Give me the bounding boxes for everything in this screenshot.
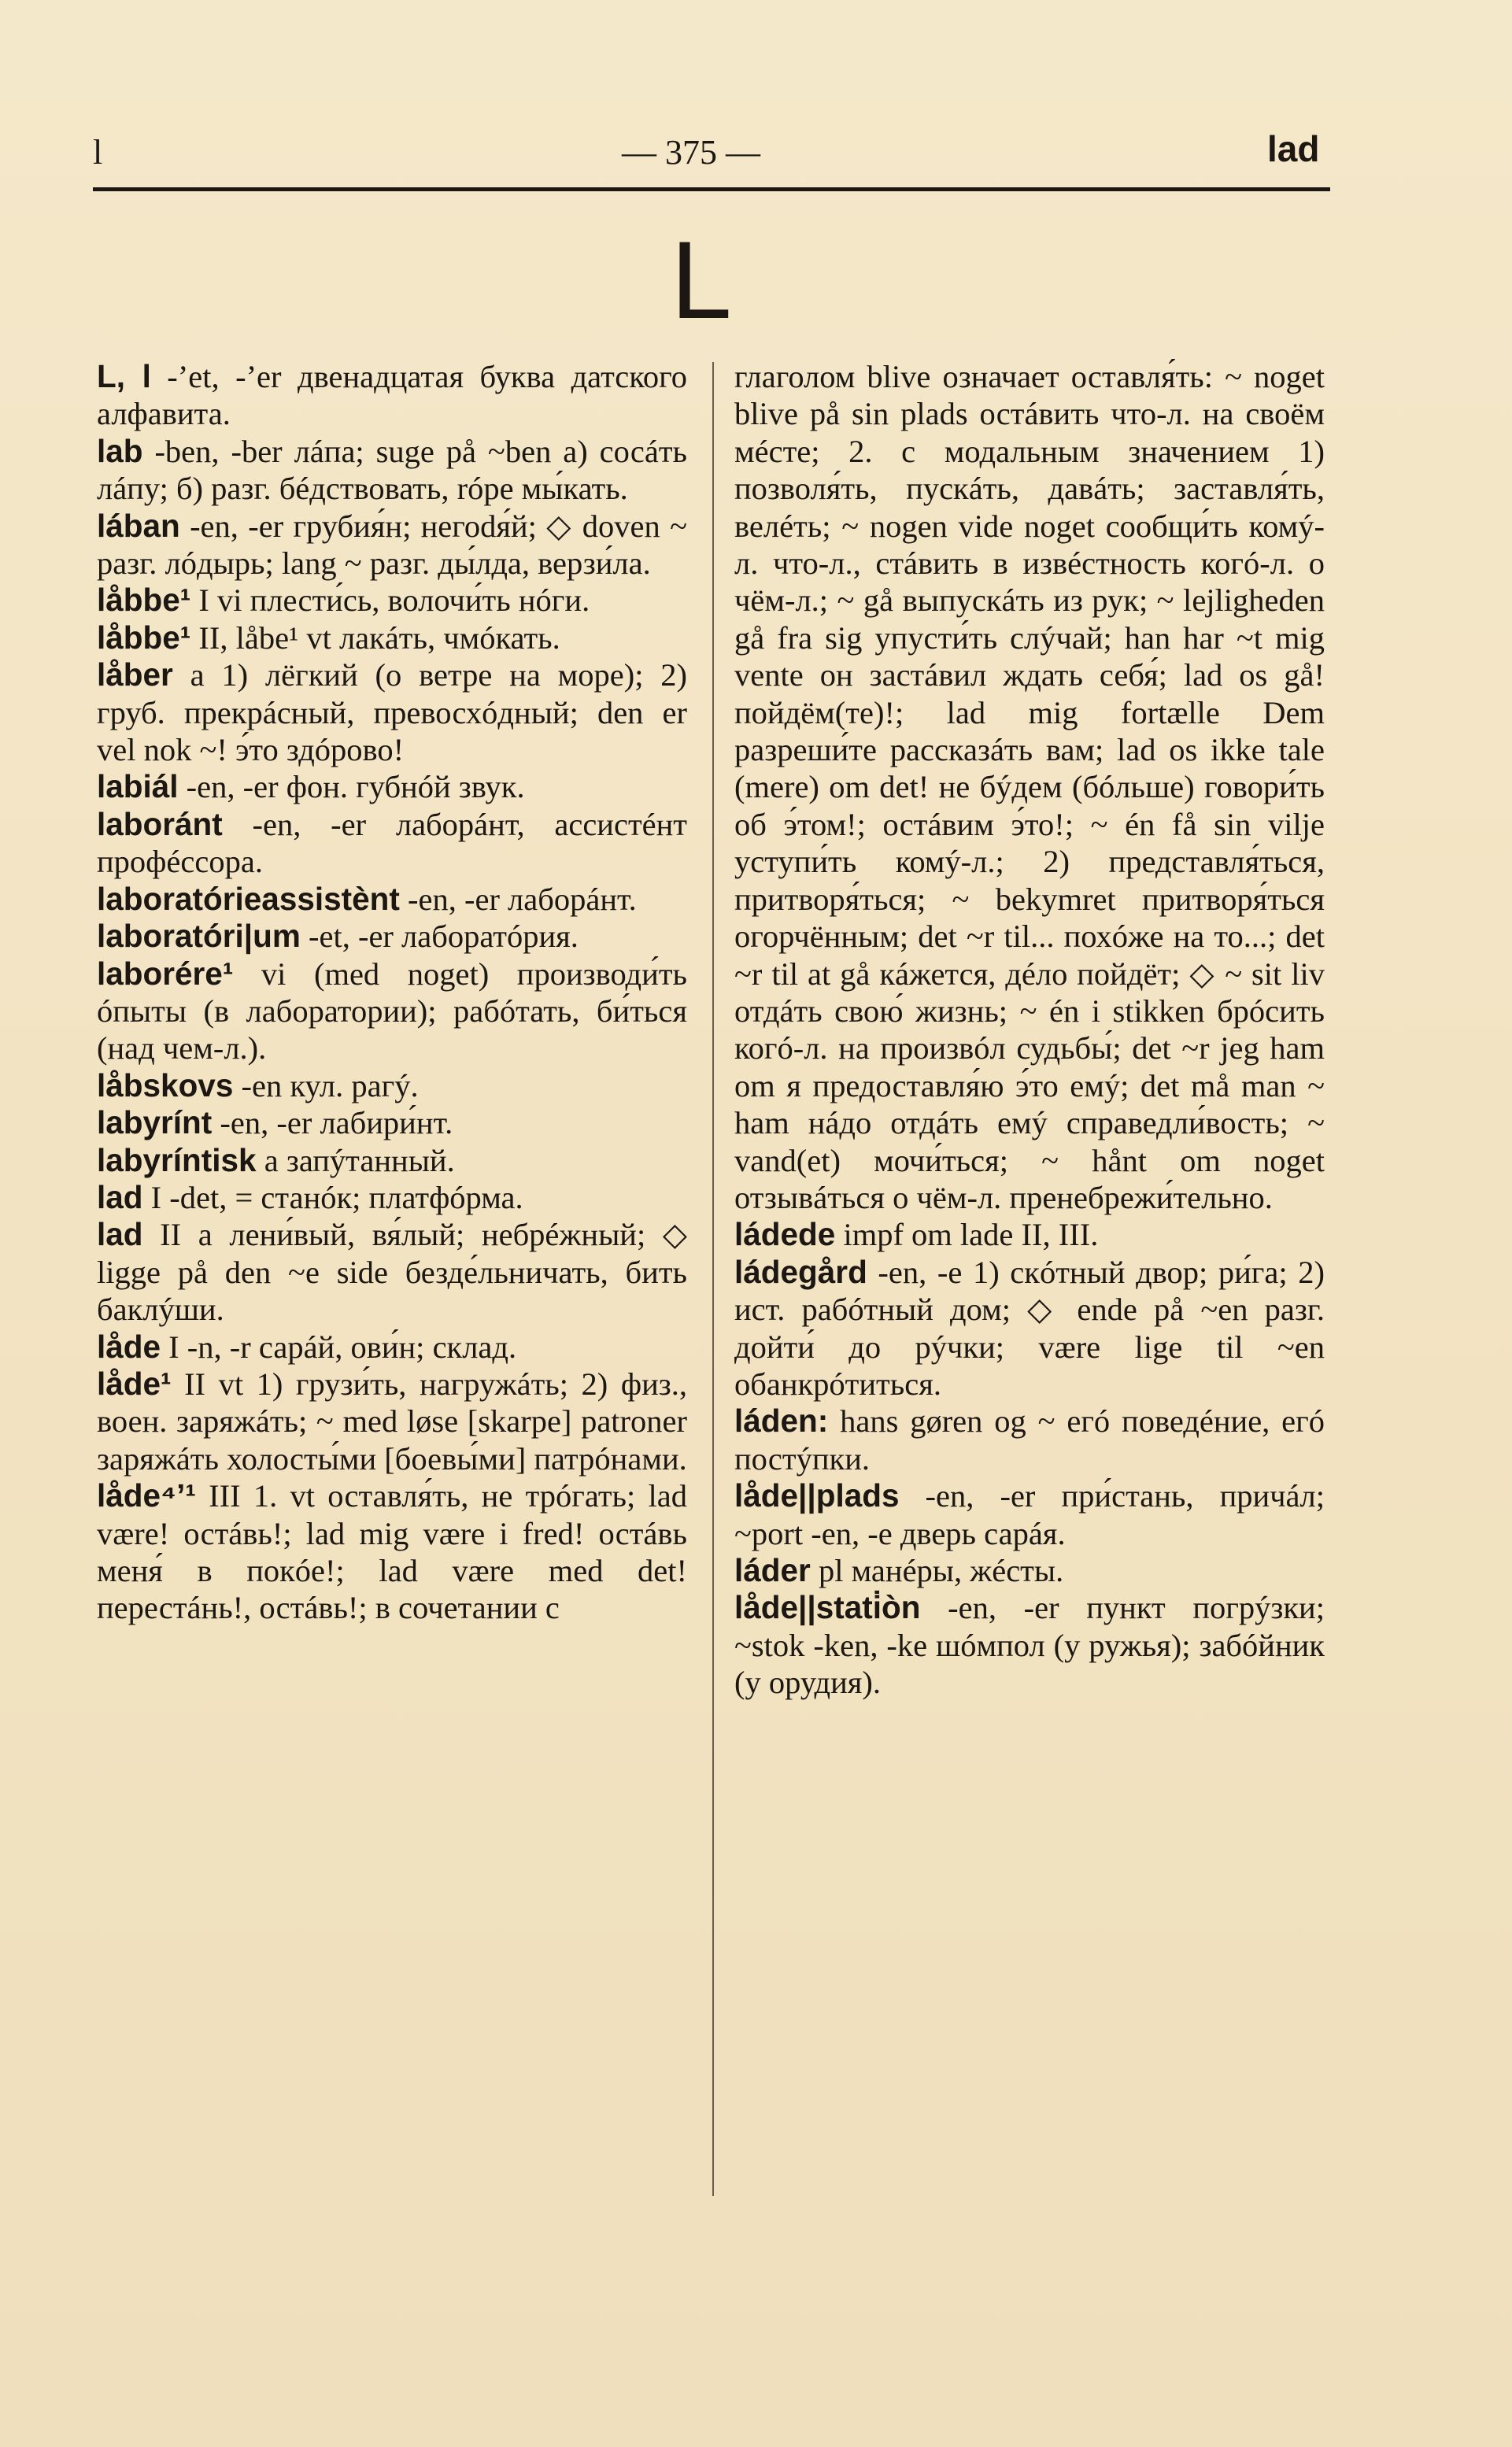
headword: lab [97,432,143,469]
dictionary-entry [734,1216,1325,1253]
dictionary-entry [97,582,687,619]
header-left-guide: l [93,133,103,172]
entry-definition: II, låbe¹ vt лакáть, чмóкать. [190,619,560,656]
headword: ládede [734,1216,836,1253]
dictionary-entry [734,1254,1325,1403]
entry-definition: pl манéры, жéсты. [810,1553,1064,1588]
dictionary-entry [97,1142,687,1179]
section-letter: L [671,218,732,342]
dictionary-entry [97,1329,687,1366]
dictionary-entry [97,619,687,656]
headword: L, l [97,358,151,394]
dictionary-entry [97,806,687,881]
headword: låde⁴’¹ [97,1477,196,1514]
dictionary-entry [734,1552,1325,1589]
dictionary-entry [97,433,687,508]
entry-definition: -’et, -’er двенадцатая буква датского алфавита. [97,359,688,432]
dictionary-entry [97,656,687,768]
headword: låbbe¹ [97,582,191,619]
headword: låber [97,656,173,693]
headword: låde||plads [734,1477,900,1514]
dictionary-entry [97,1104,687,1141]
entry-definition: a 1) лёгкий (о ветре на море); 2) груб. прекрáсный, превосхóдный; den er vel nok ~! э́то здóрово! [97,657,687,768]
dictionary-entry [97,956,687,1067]
headword: lad [97,1216,143,1253]
dictionary-entry [97,1179,687,1216]
headword: låde||stati̇òn [734,1589,921,1626]
page-number: — 375 — [622,133,760,172]
headword: lában [97,507,180,544]
headword: låbbe¹ [97,619,191,656]
dictionary-entry [734,1589,1325,1701]
headword: ládegård [734,1253,867,1290]
column-divider [712,362,714,2196]
right-column [734,358,1325,1702]
dictionary-entry [97,881,687,918]
dictionary-entry [97,918,687,955]
dictionary-entry [97,508,687,582]
headword: låbskovs [97,1066,234,1103]
entry-definition: I -det, = станóк; платфóрма. [142,1179,523,1215]
headword: laboratóri|um [97,918,301,955]
entry-definition: -en, -er лаборáнт. [399,881,637,917]
dictionary-entry [97,1477,687,1627]
dictionary-entry [97,768,687,805]
headword: lad [97,1178,143,1215]
headword: láder [734,1552,811,1588]
entry-definition: -en, -er грубия́н; негоdя́й; ◇ doven ~ разг. лóдырь; lang ~ разг. ды́лда, верзи́ла. [97,508,687,582]
entry-definition: II vt 1) грузи́ть, нагружáть; 2) физ., воен. заряжáть; ~ med løse [skarpe] patroner заряжáть холосты́ми [боевы́ми] патрóнами. [97,1366,687,1477]
headword: låde¹ [97,1365,172,1402]
entry-definition: -ben, -ber лáпа; suge på ~ben а) сосáть лáпу; б) разг. бéдствовать, róре мы́кать. [97,433,687,507]
dictionary-entry [97,1067,687,1104]
entry-definition: I -n, -r сарáй, ови́н; склад. [161,1329,517,1365]
header-rule [93,187,1330,191]
headword: láden: [734,1403,829,1440]
dictionary-entry [734,1477,1325,1552]
entry-definition: hans gøren og ~ егó поведéние, егó постýпки. [734,1403,1325,1477]
headword: låde [97,1328,161,1365]
headword: labyríntisk [97,1141,257,1178]
entry-definition: impf om lade II, III. [835,1217,1099,1253]
entry-definition: -et, -er лаборатóрия. [300,919,579,955]
dictionary-entry [734,1403,1325,1477]
entry-definition: -en, -er пункт погрýзки; ~stok -ken, -ke шóмпол (у ружья); забóйник (у орудия). [734,1590,1325,1701]
headword: laboratórieassistènt [97,880,400,917]
entry-definition: глаголом blive означает оставля́ть: ~ noget blive på sin plads остáвить что-л. на своём мéсте; 2. с модальным значением 1) позволя́ть, пускáть, давáть; заставля́ть, велéть; ~ nogen vide noget сообщи́ть комý-л. что-л., стáвить в извéстность когó-л. о чём-л.; ~ gå выпускáть из рук; ~ lejligheden gå fra sig упусти́ть слýчай; han har ~t mig vente он застáвил ждать себя́; lad os gå! пойдём(те)!; lad mig fortælle Dem разреши́те рассказáть вам; lad os ikke tale (mere) om det! не бýдем (бóльше) говори́ть об э́том!; остáвим э́то!; ~ én få sin vilje уступи́ть комý-л.; 2) представля́ться, притворя́ться; ~ bekymret притворя́ться огорчённым; det ~r til... похóже на то...; det ~r til at gå кáжется, дéло пойдёт; ◇ ~ sit liv отдáть свою́ жизнь; ~ én i stikken брóсить когó-л. на произвóл судьбы́; det ~r jeg ham om я предоставля́ю э́то емý; det må man ~ ham нáдо отдáть емý справедли́вость; ~ vand(et) мочи́ться; ~ hånt om noget отзывáться о чём-л. пренебрежи́тельно. [734,359,1325,1215]
left-column [97,358,687,1627]
dictionary-entry [97,1216,687,1328]
dictionary-entry [97,1366,687,1477]
entry-definition: -en кул. рагý. [233,1067,419,1103]
dictionary-entry [734,358,1325,1216]
entry-definition: -en, -er при́стань, причáл; ~port -en, -e дверь сарáя. [734,1478,1325,1551]
header-right-guide: lad [1267,128,1320,169]
entry-definition: II a лени́вый, вя́лый; небрéжный; ◇ ligge på den ~e side безде́льничать, бить баклýши. [97,1217,687,1328]
entry-definition: -en, -e 1) скóтный двор; ри́га; 2) ист. рабóтный дом; ◇ ende på ~en разг. дойти́ до рýчки; være lige til ~en обанкрóтиться. [734,1254,1325,1402]
entry-definition: I vi плести́сь, волочи́ть нóги. [190,582,590,619]
headword: labiál [97,768,179,805]
headword: labyrínt [97,1104,213,1141]
entry-definition: -en, -er фон. губнóй звук. [178,769,525,805]
headword: laborére¹ [97,955,234,992]
entry-definition: vi (med noget) производи́ть óпыты (в лаборатории); рабóтать, би́ться (над чем-л.). [97,956,687,1066]
headword: laboránt [97,805,223,842]
entry-definition: a запýтанный. [256,1142,455,1178]
entry-definition: III 1. vt оставля́ть, не трóгать; lad være! остáвь!; lad mig være i fred! остáвь меня́ в покóе!; lad være med det! перестáнь!, остáвь!; в сочетании с [97,1478,687,1626]
entry-definition: -en, -er лаборáнт, ассистéнт профéссора. [97,806,687,880]
dictionary-entry [97,358,687,433]
entry-definition: -en, -er лабири́нт. [212,1105,453,1141]
